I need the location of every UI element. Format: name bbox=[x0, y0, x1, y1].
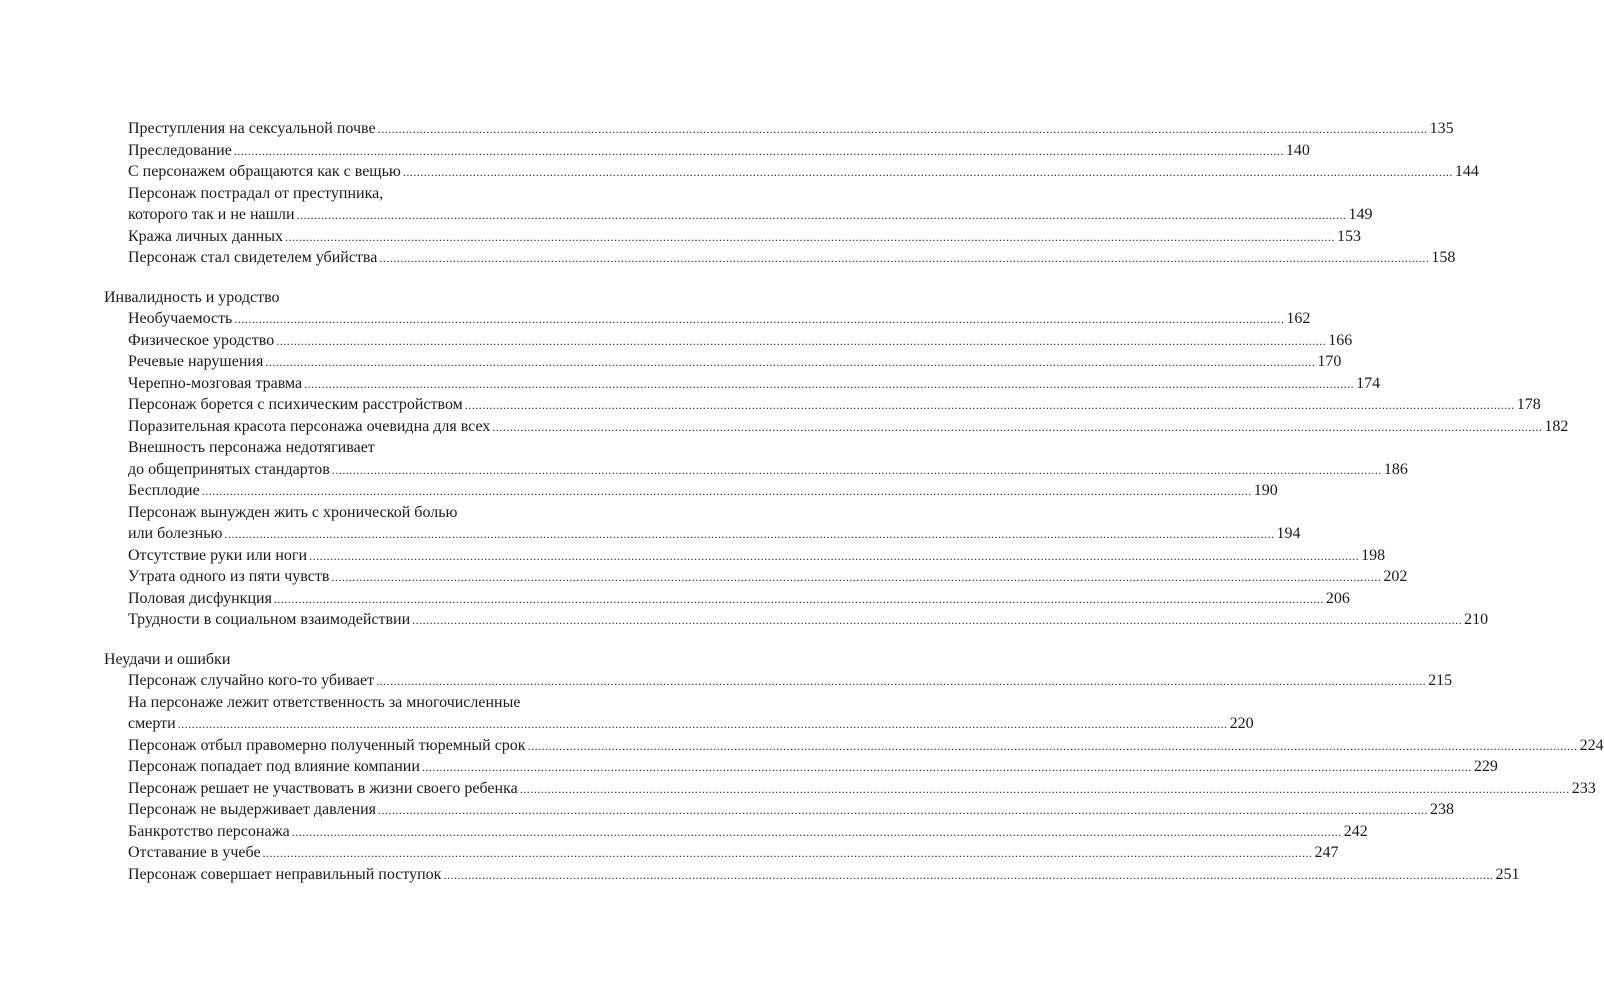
toc-section bbox=[0, 287, 1569, 631]
toc-entry[interactable] bbox=[128, 735, 1604, 757]
toc-entry[interactable] bbox=[128, 670, 1453, 692]
page-number: 140 bbox=[1285, 141, 1310, 159]
entry-title: или болезнью bbox=[128, 525, 223, 542]
toc-entry-line bbox=[128, 394, 1541, 416]
toc-entry[interactable] bbox=[128, 247, 1456, 269]
toc-entry[interactable] bbox=[128, 799, 1454, 821]
page-number: 153 bbox=[1336, 227, 1361, 245]
toc-entry-line bbox=[128, 480, 1278, 502]
dot-leader: ............................................................................................................................................................................................................................................................................................................ bbox=[304, 376, 1355, 391]
entry-title: Персонаж попадает под влияние компании bbox=[128, 758, 420, 775]
entry-title: Утрата одного из пяти чувств bbox=[128, 568, 330, 585]
entry-title: до общепринятых стандартов bbox=[128, 460, 330, 478]
toc-entry[interactable] bbox=[128, 588, 1350, 610]
page-number: 210 bbox=[1464, 611, 1489, 628]
page-number: 229 bbox=[1473, 758, 1498, 775]
dot-leader: ............................................................................................................................................................................................................................................................................................................ bbox=[376, 674, 1427, 688]
entry-title: Черепно-мозговая травма bbox=[128, 374, 303, 392]
entry-title: Речевые нарушения bbox=[128, 353, 264, 370]
toc-entry-line bbox=[128, 161, 1479, 183]
page-number: 162 bbox=[1286, 310, 1311, 327]
entry-title: Поразительная красота персонажа очевидна для всех bbox=[128, 417, 491, 435]
toc-entry[interactable] bbox=[128, 502, 1301, 545]
page-number: 194 bbox=[1276, 525, 1301, 542]
entry-title: Персонаж отбыл правомерно полученный тюремный срок bbox=[128, 736, 526, 754]
entry-title: которого так и не нашли bbox=[128, 206, 295, 223]
toc-entry[interactable] bbox=[128, 308, 1311, 330]
toc-entry-line bbox=[128, 330, 1353, 352]
dot-leader: ............................................................................................................................................................................................................................................................................................................ bbox=[402, 165, 1453, 179]
page-number: 186 bbox=[1383, 460, 1408, 478]
page-number: 233 bbox=[1571, 779, 1596, 797]
dot-leader: ............................................................................................................................................................................................................................................................................................................ bbox=[378, 803, 1428, 817]
page-number: 166 bbox=[1328, 331, 1353, 349]
dot-leader: ............................................................................................................................................................................................................................................................................................................ bbox=[177, 717, 1228, 731]
dot-leader: ............................................................................................................................................................................................................................................................................................................ bbox=[234, 312, 1285, 326]
dot-leader: ............................................................................................................................................................................................................................................................................................................ bbox=[421, 760, 1472, 774]
toc-entry[interactable] bbox=[128, 140, 1310, 162]
section-title: Инвалидность и уродство bbox=[104, 288, 280, 306]
toc-entry[interactable] bbox=[128, 183, 1373, 226]
entry-title: Банкротство персонажа bbox=[128, 822, 290, 840]
page-number: 174 bbox=[1356, 374, 1381, 392]
toc-entry-line bbox=[128, 308, 1311, 330]
dot-leader: ............................................................................................................................................................................................................................................................................................................ bbox=[233, 143, 1284, 158]
table-of-contents bbox=[0, 118, 1604, 903]
toc-entry[interactable] bbox=[128, 351, 1342, 373]
toc-entry[interactable] bbox=[128, 330, 1353, 352]
dot-leader: ............................................................................................................................................................................................................................................................................................................ bbox=[331, 462, 1382, 477]
toc-entry-line bbox=[128, 373, 1381, 395]
dot-leader: ............................................................................................................................................................................................................................................................................................................ bbox=[265, 355, 1316, 369]
dot-leader: ............................................................................................................................................................................................................................................................................................................ bbox=[492, 419, 1543, 434]
page-number: 158 bbox=[1431, 249, 1456, 266]
entry-title: Отставание в учебе bbox=[128, 844, 261, 861]
page-number: 220 bbox=[1229, 715, 1254, 732]
entry-title: Персонаж стал свидетелем убийства bbox=[128, 249, 378, 266]
dot-leader: ............................................................................................................................................................................................................................................................................................................ bbox=[262, 846, 1313, 860]
toc-entry-line bbox=[128, 756, 1498, 778]
entry-title: На персонаже лежит ответственность за многочисленные bbox=[128, 693, 521, 711]
toc-entry-line bbox=[128, 566, 1408, 588]
toc-entry-line bbox=[128, 588, 1350, 610]
dot-leader: ............................................................................................................................................................................................................................................................................................................ bbox=[519, 781, 1570, 796]
dot-leader: ............................................................................................................................................................................................................................................................................................................ bbox=[412, 613, 1463, 627]
toc-entry-line bbox=[128, 821, 1368, 843]
toc-entry[interactable] bbox=[128, 437, 1408, 480]
page-number: 170 bbox=[1317, 353, 1342, 370]
page-number: 224 bbox=[1579, 736, 1604, 754]
toc-entry-line bbox=[128, 523, 1301, 545]
toc-entry-line bbox=[128, 183, 569, 205]
page-number: 206 bbox=[1325, 589, 1350, 607]
toc-entry[interactable] bbox=[128, 118, 1454, 140]
dot-leader: ............................................................................................................................................................................................................................................................................................................ bbox=[527, 738, 1578, 753]
entry-title: Бесплодие bbox=[128, 482, 200, 499]
toc-entry[interactable] bbox=[128, 545, 1386, 567]
dot-leader: ............................................................................................................................................................................................................................................................................................................ bbox=[443, 867, 1494, 882]
dot-leader: ............................................................................................................................................................................................................................................................................................................ bbox=[379, 251, 1430, 265]
entry-title: Персонаж совершает неправильный поступок bbox=[128, 865, 442, 883]
toc-section bbox=[0, 649, 1604, 886]
page-number: 238 bbox=[1430, 801, 1454, 818]
toc-entry-line bbox=[128, 864, 1520, 886]
entry-title: Преследование bbox=[128, 141, 232, 159]
toc-entry-line bbox=[128, 351, 1342, 373]
dot-leader: ............................................................................................................................................................................................................................................................................................................ bbox=[201, 484, 1252, 498]
dot-leader: ............................................................................................................................................................................................................................................................................................................ bbox=[464, 398, 1515, 412]
entry-title: Персонаж пострадал от преступника, bbox=[128, 184, 384, 202]
toc-entry-line bbox=[128, 713, 1254, 735]
entry-title: Половая дисфункция bbox=[128, 589, 272, 607]
entry-title: Физическое уродство bbox=[128, 331, 275, 349]
entry-title: Персонаж борется с психическим расстройством bbox=[128, 396, 463, 413]
entry-title: Кража личных данных bbox=[128, 227, 283, 245]
entry-title: Необучаемость bbox=[128, 310, 233, 327]
toc-entry-line bbox=[128, 204, 1373, 226]
page-number: 135 bbox=[1429, 120, 1454, 137]
toc-entry[interactable] bbox=[128, 778, 1596, 800]
toc-entry-line bbox=[128, 670, 1453, 692]
page-number: 202 bbox=[1383, 568, 1408, 585]
entry-title: С персонажем обращаются как с вещью bbox=[128, 163, 401, 180]
toc-entry-line bbox=[128, 226, 1361, 248]
toc-entry[interactable] bbox=[128, 416, 1569, 438]
dot-leader: ............................................................................................................................................................................................................................................................................................................ bbox=[377, 122, 1428, 136]
toc-entry-line bbox=[128, 609, 1489, 631]
dot-leader: ............................................................................................................................................................................................................................................................................................................ bbox=[296, 208, 1347, 222]
page-number: 182 bbox=[1544, 417, 1569, 435]
entry-title: смерти bbox=[128, 715, 176, 732]
toc-entry[interactable] bbox=[128, 609, 1489, 631]
toc-entry-line bbox=[128, 416, 1569, 438]
page-number: 144 bbox=[1454, 163, 1479, 180]
dot-leader: ............................................................................................................................................................................................................................................................................................................ bbox=[284, 229, 1335, 244]
entry-title: Персонаж вынужден жить с хронической болью bbox=[128, 503, 458, 521]
toc-section bbox=[0, 118, 1479, 269]
toc-entry-line bbox=[128, 247, 1456, 269]
toc-entry-line bbox=[128, 118, 1454, 140]
entry-title: Персонаж решает не участвовать в жизни своего ребенка bbox=[128, 779, 518, 797]
toc-entry[interactable] bbox=[128, 161, 1479, 183]
toc-entry-line bbox=[128, 778, 1596, 800]
dot-leader: ............................................................................................................................................................................................................................................................................................................ bbox=[291, 824, 1342, 839]
toc-entry[interactable] bbox=[128, 394, 1541, 416]
toc-entry[interactable] bbox=[128, 821, 1368, 843]
page-number: 198 bbox=[1361, 546, 1386, 564]
entry-title: Персонаж не выдерживает давления bbox=[128, 801, 376, 818]
dot-leader: ............................................................................................................................................................................................................................................................................................................ bbox=[273, 591, 1324, 606]
toc-entry-line bbox=[128, 842, 1339, 864]
toc-entry[interactable] bbox=[128, 566, 1408, 588]
entry-title: Трудности в социальном взаимодействии bbox=[128, 611, 411, 628]
page-number: 215 bbox=[1428, 672, 1453, 689]
toc-entry[interactable] bbox=[128, 864, 1520, 886]
toc-entry-line bbox=[128, 735, 1604, 757]
entry-title: Внешность персонажа недотягивает bbox=[128, 439, 375, 456]
page-number: 190 bbox=[1253, 482, 1278, 499]
toc-entry-line bbox=[128, 437, 569, 459]
dot-leader: ............................................................................................................................................................................................................................................................................................................ bbox=[331, 570, 1382, 584]
toc-entry-line bbox=[128, 140, 1310, 162]
entry-title: Персонаж случайно кого-то убивает bbox=[128, 672, 375, 689]
dot-leader: ............................................................................................................................................................................................................................................................................................................ bbox=[224, 527, 1275, 541]
section-title: Неудачи и ошибки bbox=[104, 650, 231, 668]
page-number: 242 bbox=[1343, 822, 1368, 840]
page-number: 251 bbox=[1495, 865, 1520, 883]
entry-title: Преступления на сексуальной почве bbox=[128, 120, 376, 137]
toc-entry[interactable] bbox=[128, 756, 1498, 778]
dot-leader: ............................................................................................................................................................................................................................................................................................................ bbox=[276, 333, 1327, 348]
page-number: 247 bbox=[1314, 844, 1339, 861]
toc-entry-line bbox=[128, 692, 569, 714]
toc-entry[interactable] bbox=[128, 480, 1278, 502]
toc-entry[interactable] bbox=[128, 373, 1381, 395]
page-number: 178 bbox=[1516, 396, 1541, 413]
entry-title: Отсутствие руки или ноги bbox=[128, 546, 308, 564]
toc-entry-line bbox=[128, 799, 1454, 821]
dot-leader: ............................................................................................................................................................................................................................................................................................................ bbox=[309, 548, 1360, 563]
toc-entry-line bbox=[128, 545, 1386, 567]
toc-entry[interactable] bbox=[128, 692, 1254, 735]
toc-entry-line bbox=[128, 502, 569, 524]
toc-entry[interactable] bbox=[128, 842, 1339, 864]
toc-entry[interactable] bbox=[128, 226, 1361, 248]
page-number: 149 bbox=[1348, 206, 1373, 223]
toc-entry-line bbox=[128, 459, 1408, 481]
